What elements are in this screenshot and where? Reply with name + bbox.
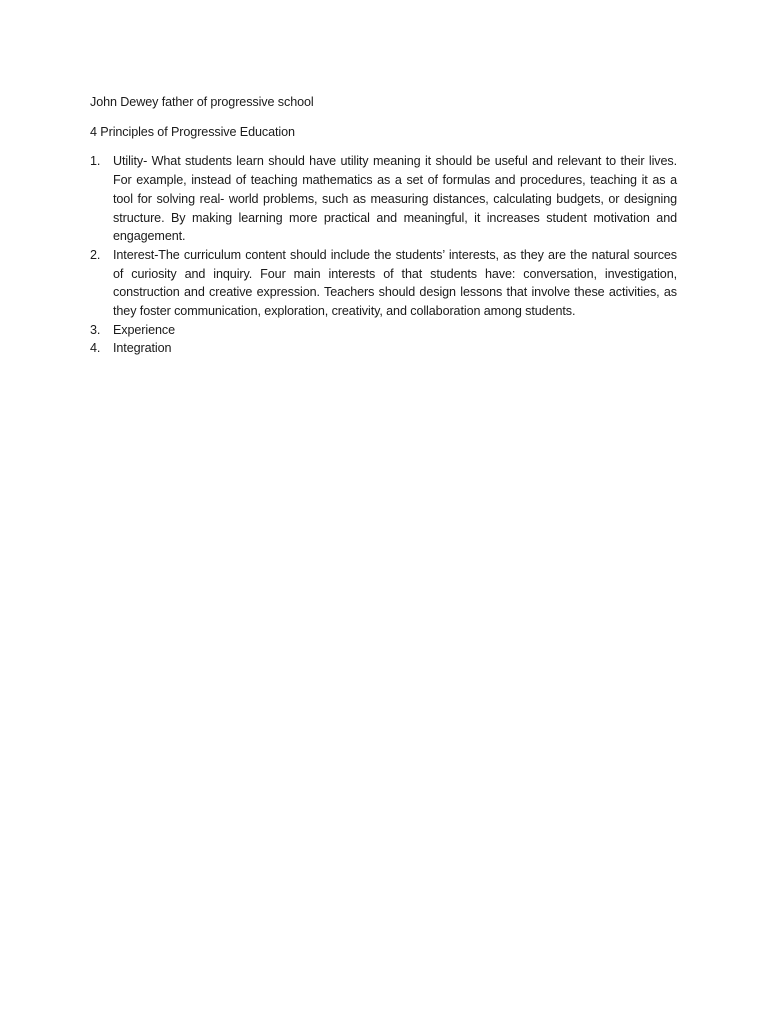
document-body <box>90 93 677 358</box>
list-item-number: 3. <box>90 322 101 337</box>
list-item-text: Interest-The curriculum content should include the students’ interests, as they are the natural sources of curiosity and inquiry. Four main interests of that students have: conversation, investigation, construction and creative expression. Teachers should design lessons that involve these activities, as they foster communication, exploration, creativity, and collaboration among students. <box>113 247 677 319</box>
list-item <box>90 246 677 321</box>
list-item-number: 4. <box>90 341 101 356</box>
list-item-text: Experience <box>113 322 176 337</box>
list-item-text: Utility- What students learn should have utility meaning it should be useful and relevant to their lives. For example, instead of teaching mathematics as a set of formulas and procedures, teaching it as a tool for solving real- world problems, such as measuring distances, calculating budgets, or designing structure. By making learning more practical and meaningful, it increases student motivation and engagement. <box>113 154 677 244</box>
list-item <box>90 339 677 358</box>
list-item <box>90 152 677 246</box>
document-heading: John Dewey father of progressive school <box>90 95 314 109</box>
principles-list <box>90 152 677 358</box>
document-subheading: 4 Principles of Progressive Education <box>90 124 295 139</box>
list-item-number: 2. <box>90 247 101 262</box>
list-item-text: Integration <box>113 341 172 356</box>
list-item-number: 1. <box>90 154 101 169</box>
list-item <box>90 321 677 340</box>
